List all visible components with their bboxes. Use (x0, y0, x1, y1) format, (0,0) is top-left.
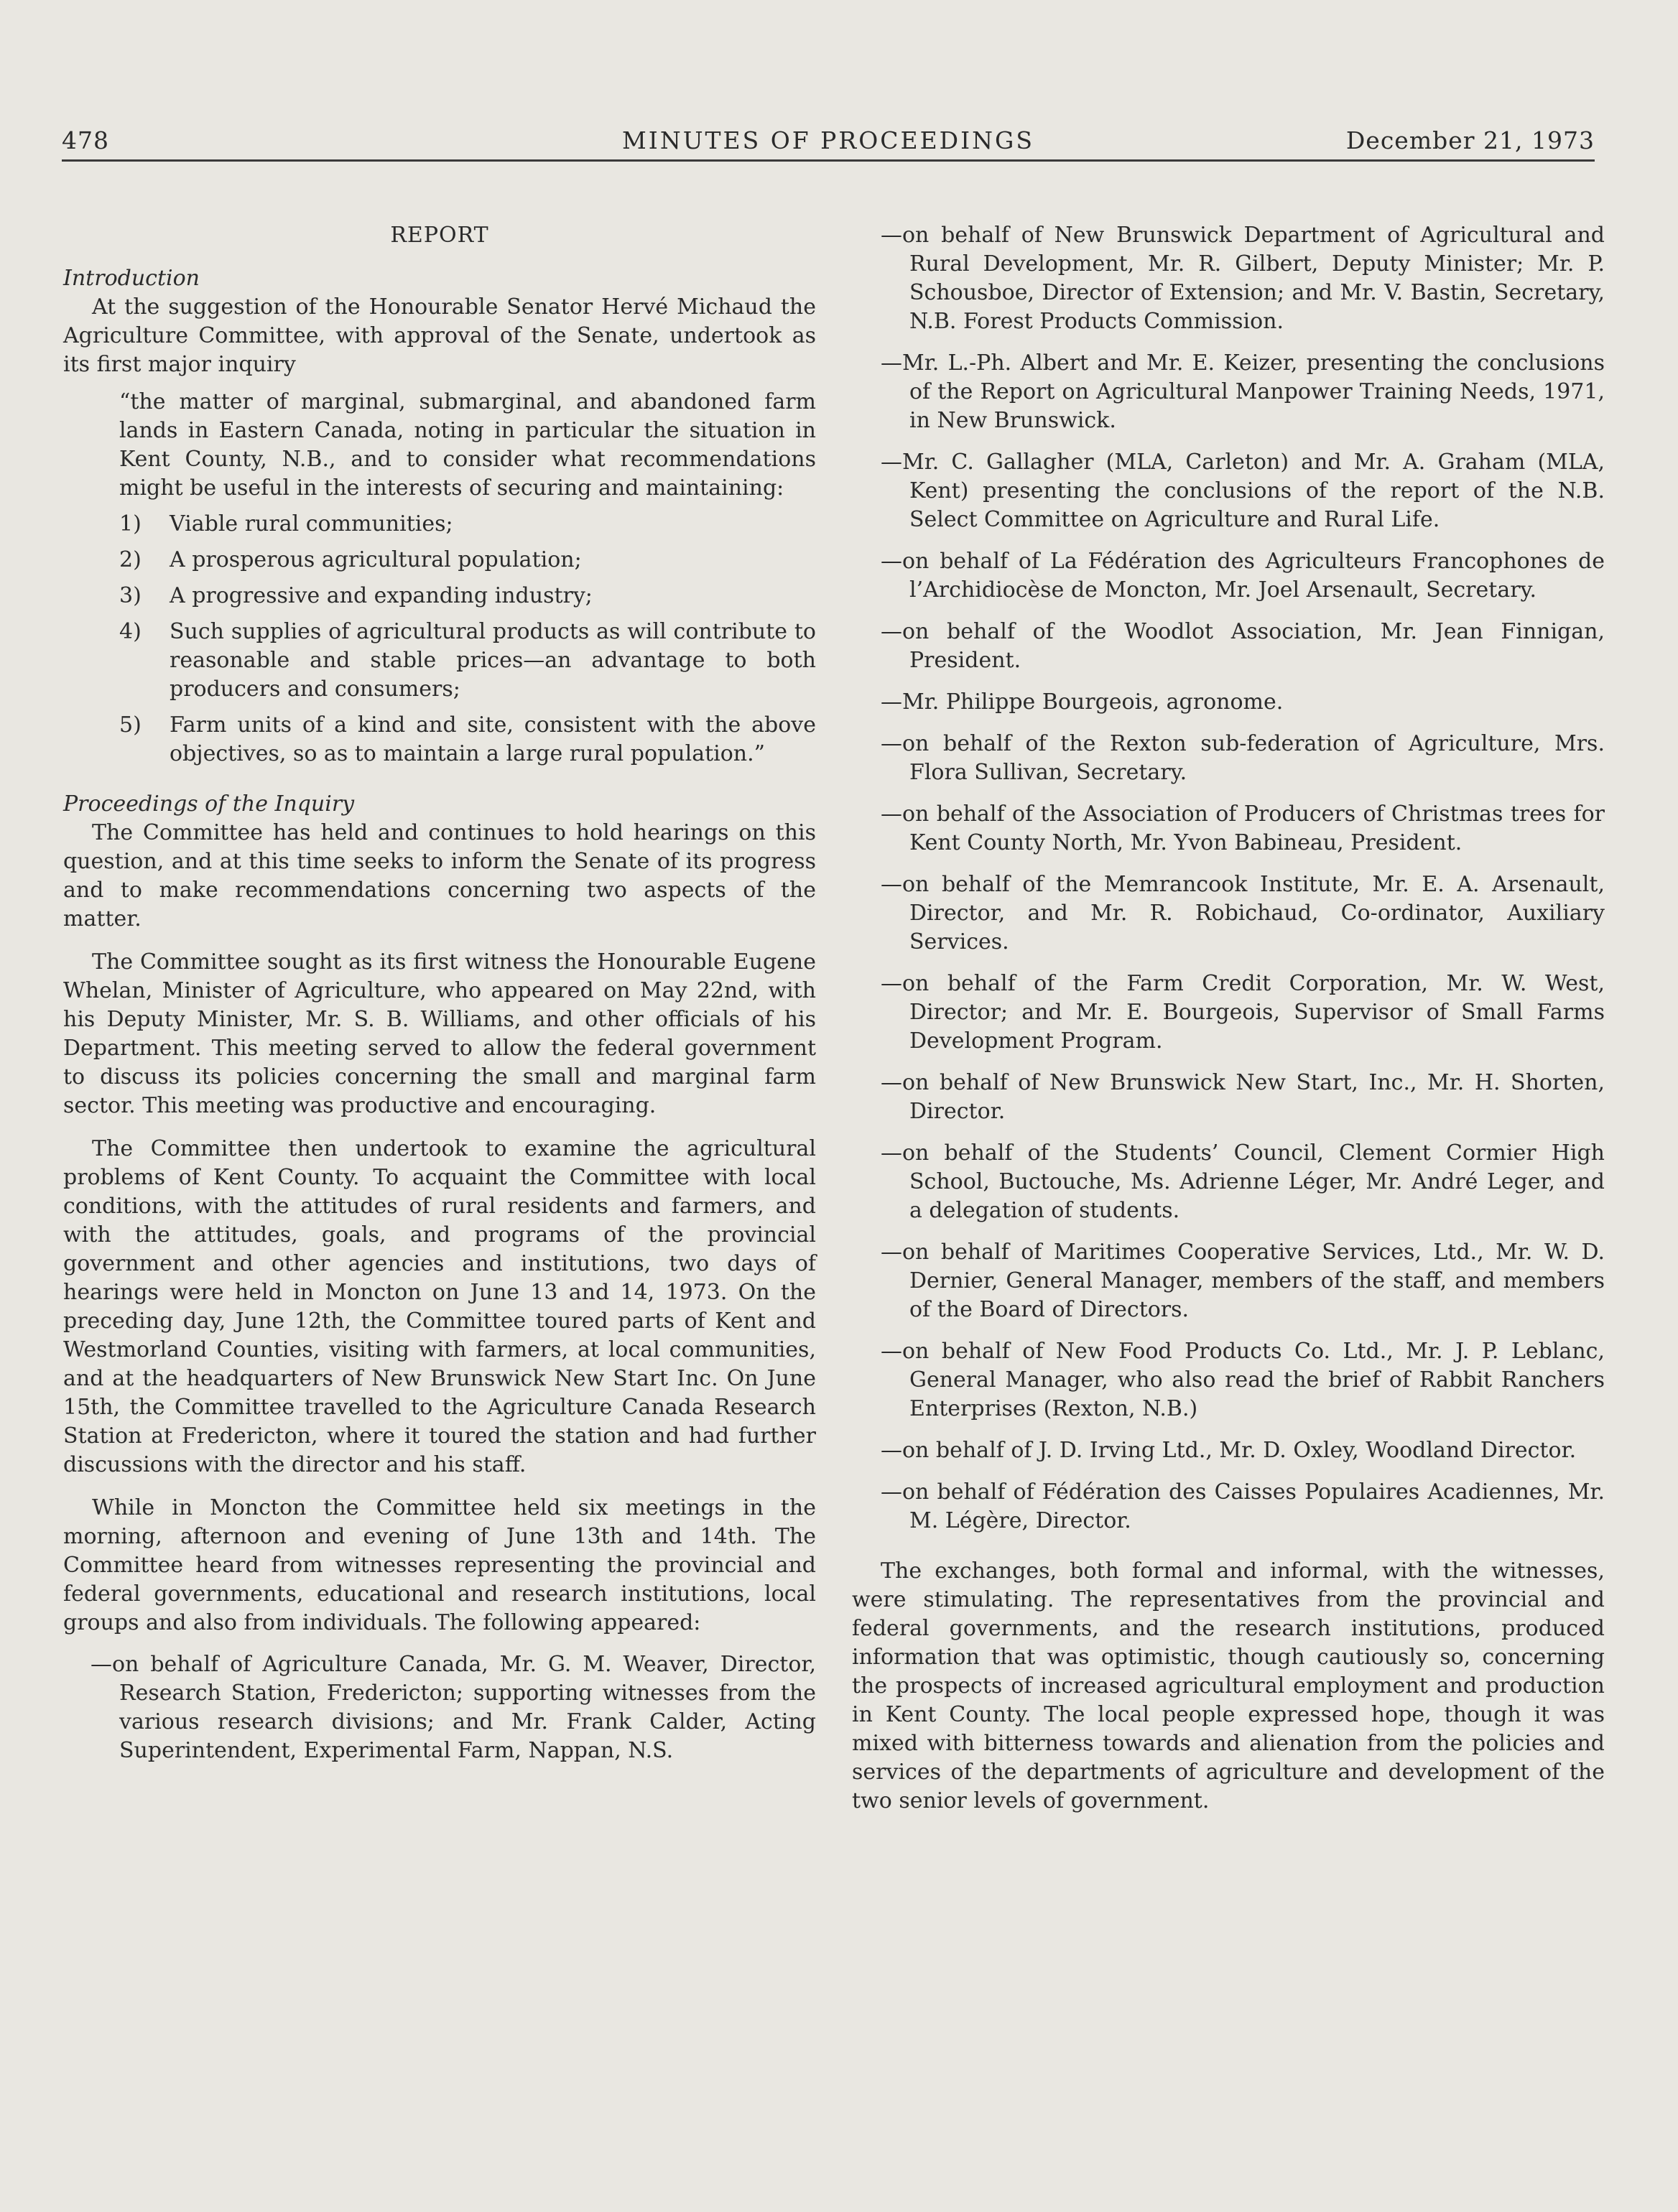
list-text: Viable rural communities; (170, 511, 453, 536)
witness-entry: —on behalf of the Association of Producers of Christmas trees for Kent County North, Mr. Yvon Babineau, President. (881, 801, 1605, 855)
introduction-paragraph: At the suggestion of the Honourable Senator Hervé Michaud the Agriculture Committee, with approval of the Senate, undertook as its first major inquiry (63, 294, 816, 377)
report-heading: REPORT (390, 223, 489, 248)
list-text: A prosperous agricultural population; (170, 547, 582, 572)
paragraph: While in Moncton the Committee held six meetings in the morning, afternoon and evening of June 13th and 14th. The Committee heard from witnesses representing the provincial and federal governments, educational and research institutions, local groups and also from individuals. The following appeared: (63, 1495, 816, 1635)
objectives-list (119, 510, 816, 768)
list-item (119, 711, 816, 768)
running-header (62, 126, 1595, 162)
witness-entry: —Mr. Philippe Bourgeois, agronome. (881, 689, 1284, 715)
witness-entry: —on behalf of J. D. Irving Ltd., Mr. D. Oxley, Woodland Director. (881, 1438, 1577, 1463)
header-title: MINUTES OF PROCEEDINGS (622, 126, 1035, 154)
page-number: 478 (62, 126, 109, 154)
witness-entry: —on behalf of La Fédération des Agriculteurs Francophones de l’Archidiocèse de Moncton, Mr. Joel Arsenault, Secretary. (881, 549, 1605, 603)
proceedings-heading: Proceedings of the Inquiry (63, 791, 355, 817)
list-number: 4) (119, 619, 142, 644)
closing-paragraph: The exchanges, both formal and informal, with the witnesses, were stimulating. The representatives from the provincial and federal governments, and the research institutions, produced information that was optimistic, though cautiously so, concerning the prospects of increased agricultural employment and production in Kent County. The local people expressed hope, though it was mixed with bitterness towards and alienation from the policies and services of the departments of agriculture and development of the two senior levels of government. (852, 1558, 1605, 1813)
inquiry-quote: “the matter of marginal, submarginal, and abandoned farm lands in Eastern Canada, noting in particular the situation in Kent County, N.B., and to consider what recommendations might be useful in the interests of securing and maintaining: (119, 389, 816, 501)
right-column (852, 221, 1605, 1816)
list-number: 3) (119, 583, 142, 608)
list-number: 1) (119, 511, 142, 536)
list-number: 2) (119, 547, 142, 572)
witness-entry: —Mr. C. Gallagher (MLA, Carleton) and Mr. A. Graham (MLA, Kent) presenting the conclusions of the report of the N.B. Select Committee on Agriculture and Rural Life. (881, 450, 1605, 532)
witness-entry: —on behalf of the Farm Credit Corporation, Mr. W. West, Director; and Mr. E. Bourgeois, Supervisor of Small Farms Development Program. (881, 971, 1605, 1054)
list-item (119, 546, 816, 575)
list-item (119, 618, 816, 704)
paragraph: The Committee then undertook to examine the agricultural problems of Kent County. To acquaint the Committee with local conditions, with the attitudes of rural residents and farmers, and with the attitudes, goals, and programs of the provincial government and other agencies and institutions, two days of hearings were held in Moncton on June 13 and 14, 1973. On the preceding day, June 12th, the Committee toured parts of Kent and Westmorland Counties, visiting with farmers, at local communities, and at the headquarters of New Brunswick New Start Inc. On June 15th, the Committee travelled to the Agriculture Canada Research Station at Fredericton, where it toured the station and had further discussions with the director and his staff. (63, 1136, 816, 1477)
witness-entry: —on behalf of New Brunswick New Start, Inc., Mr. H. Shorten, Director. (881, 1070, 1605, 1124)
list-number: 5) (119, 712, 142, 738)
witness-entry: —on behalf of the Memrancook Institute, Mr. E. A. Arsenault, Director, and Mr. R. Robichaud, Co-ordinator, Auxiliary Services. (881, 872, 1605, 954)
list-item (119, 582, 816, 610)
left-column (63, 221, 816, 1765)
list-item (119, 510, 816, 539)
introduction-heading: Introduction (63, 266, 200, 291)
list-text: A progressive and expanding industry; (170, 583, 593, 608)
witness-entry: —on behalf of Maritimes Cooperative Services, Ltd., Mr. W. D. Dernier, General Manager, members of the staff, and members of the Board of Directors. (881, 1240, 1605, 1322)
witness-entry: —on behalf of Fédération des Caisses Populaires Acadiennes, Mr. M. Légère, Director. (881, 1479, 1605, 1533)
witness-entry: —on behalf of New Brunswick Department of Agricultural and Rural Development, Mr. R. Gilbert, Deputy Minister; Mr. P. Schousboe, Director of Extension; and Mr. V. Bastin, Secretary, N.B. Forest Products Commission. (881, 223, 1605, 334)
witness-entry: —on behalf of New Food Products Co. Ltd., Mr. J. P. Leblanc, General Manager, who also read the brief of Rabbit Ranchers Enterprises (Rexton, N.B.) (881, 1339, 1605, 1421)
witness-entry: —Mr. L.-Ph. Albert and Mr. E. Keizer, presenting the conclusions of the Report on Agricultural Manpower Training Needs, 1971, in New Brunswick. (881, 350, 1605, 433)
witness-entry: —on behalf of the Students’ Council, Clement Cormier High School, Buctouche, Ms. Adrienne Léger, Mr. André Leger, and a delegation of students. (881, 1140, 1605, 1223)
list-text: Farm units of a kind and site, consistent with the above objectives, so as to maintain a large rural population.” (170, 712, 816, 766)
header-date: December 21, 1973 (1345, 126, 1595, 154)
paragraph: The Committee has held and continues to hold hearings on this question, and at this time seeks to inform the Senate of its progress and to make recommendations concerning two aspects of the matter. (63, 820, 816, 931)
witness-entry: —on behalf of Agriculture Canada, Mr. G. M. Weaver, Director, Research Station, Fredericton; supporting witnesses from the various research divisions; and Mr. Frank Calder, Acting Superintendent, Experimental Farm, Nappan, N.S. (91, 1652, 816, 1763)
header-rule (62, 159, 1595, 162)
witness-entry: —on behalf of the Rexton sub-federation of Agriculture, Mrs. Flora Sullivan, Secretary. (881, 731, 1605, 785)
witness-entry: —on behalf of the Woodlot Association, Mr. Jean Finnigan, President. (881, 619, 1605, 673)
paragraph: The Committee sought as its first witness the Honourable Eugene Whelan, Minister of Agriculture, who appeared on May 22nd, with his Deputy Minister, Mr. S. B. Williams, and other officials of his Department. This meeting served to allow the federal government to discuss its policies concerning the small and marginal farm sector. This meeting was productive and encouraging. (63, 949, 816, 1118)
list-text: Such supplies of agricultural products as will contribute to reasonable and stable prices—an advantage to both producers and consumers; (170, 619, 816, 702)
